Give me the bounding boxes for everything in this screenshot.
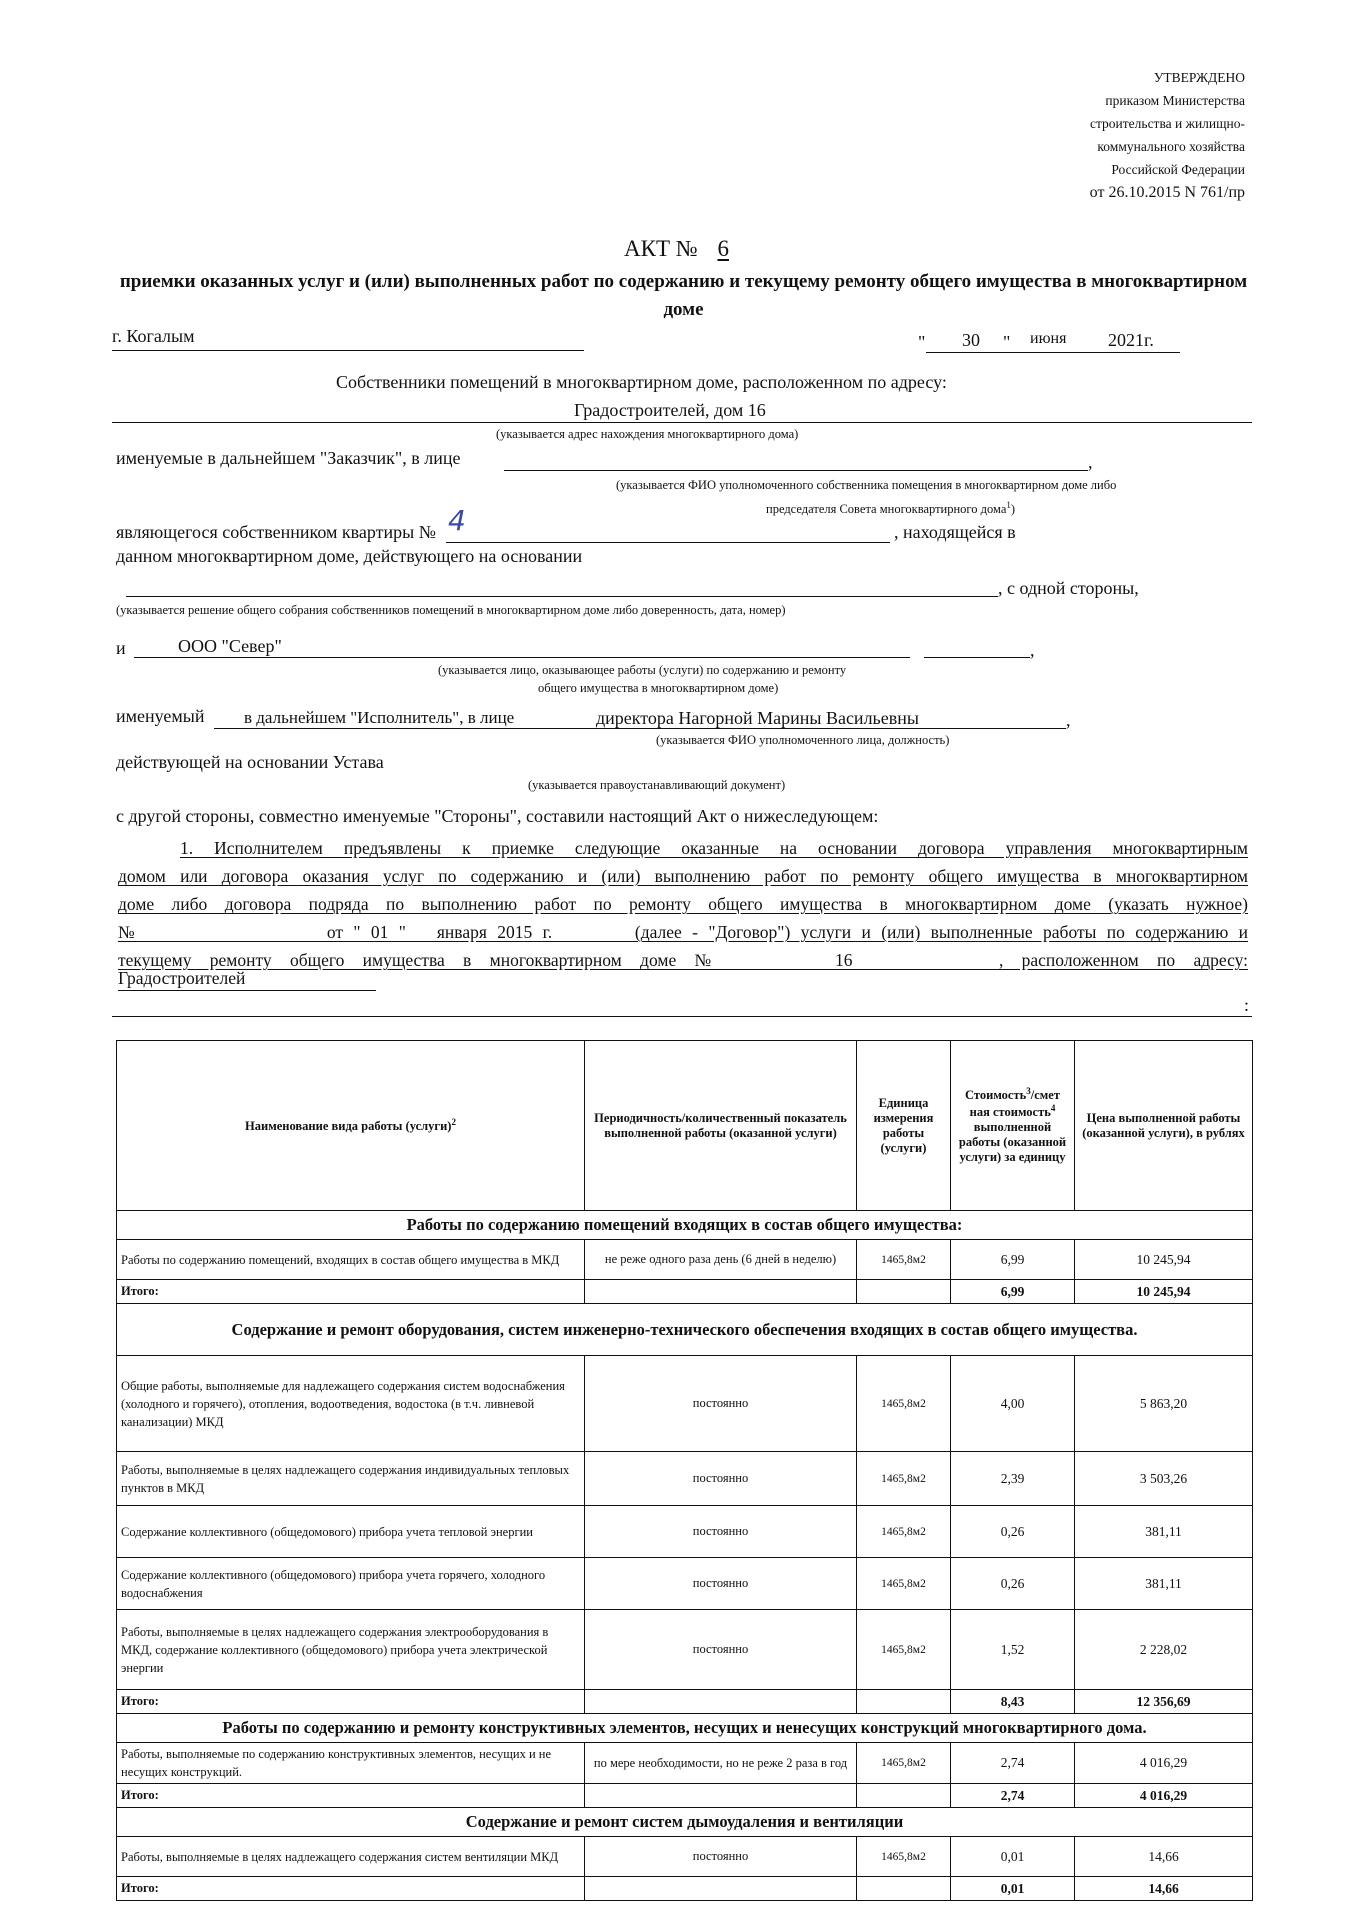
cell-name: Работы, выполняемые в целях надлежащего содержания электрооборудования в МКД, содержание коллективного (общедомового) прибора учета электрической энергии xyxy=(117,1610,585,1690)
cell-unit: 1465,8м2 xyxy=(857,1506,951,1558)
total-cost: 2,74 xyxy=(951,1784,1075,1808)
approval-stamp-block xyxy=(1090,66,1245,204)
total-row xyxy=(117,1784,1253,1808)
basis-hint: (указывается решение общего собрания собственников помещений в многоквартирном доме либо доверенность, дата, номер) xyxy=(116,603,786,617)
city-underline xyxy=(112,350,584,351)
cell-price: 381,11 xyxy=(1075,1506,1253,1558)
date-day: 30 xyxy=(962,330,980,350)
and-text: и xyxy=(116,638,126,658)
total-cost: 6,99 xyxy=(951,1280,1075,1304)
apartment-number-handwritten: 4 xyxy=(448,504,466,537)
total-label: Итого: xyxy=(117,1690,585,1714)
section-row xyxy=(117,1808,1253,1837)
table-body xyxy=(117,1211,1253,1901)
cell-cost: 2,74 xyxy=(951,1743,1075,1784)
cell-period: не реже одного раза день (6 дней в неделю) xyxy=(585,1240,857,1280)
total-row xyxy=(117,1280,1253,1304)
cell-price: 3 503,26 xyxy=(1075,1452,1253,1506)
total-empty xyxy=(585,1877,857,1901)
table-row xyxy=(117,1558,1253,1610)
date-quote-open: " xyxy=(918,332,926,352)
cell-name: Работы по содержанию помещений, входящих в состав общего имущества в МКД xyxy=(117,1240,585,1280)
clause-1-line xyxy=(118,946,1248,974)
fio-hint-end: ) xyxy=(1010,502,1016,517)
act-title: приемки оказанных услуг и (или) выполненных работ по содержанию и текущему ремонту общего имущества в многоквартирном доме xyxy=(119,271,1248,320)
header-cost xyxy=(951,1041,1075,1211)
total-row xyxy=(117,1877,1253,1901)
total-label: Итого: xyxy=(117,1877,585,1901)
basis-text: данном многоквартирном доме, действующего на основании xyxy=(116,546,583,566)
header-cost-text: /смет ная стоимость xyxy=(969,1088,1060,1120)
fio-hint-text: председателя Совета многоквартирного дома xyxy=(766,502,1007,517)
fio-hint-2 xyxy=(766,500,1015,517)
section-title: Работы по содержанию помещений входящих в состав общего имущества: xyxy=(117,1211,1253,1240)
clause-text: доме либо договора подряда по выполнению работ по ремонту общего имущества в многоквартирном доме (указать нужное) xyxy=(118,894,1248,914)
approved-order-date: от 26.10.2015 N 761/пр xyxy=(1089,184,1245,201)
section-title: Содержание и ремонт оборудования, систем инженерно-технического обеспечения входящих в состав общего имущества. xyxy=(117,1304,1253,1356)
cell-price: 5 863,20 xyxy=(1075,1356,1253,1452)
fio-hint: (указывается ФИО уполномоченного собственника помещения в многоквартирном доме либо xyxy=(616,478,1117,492)
header-cost-text: выполненной работы (оказанной услуги) за единицу xyxy=(958,1120,1067,1165)
clause-1-line xyxy=(118,890,1248,918)
director-name: директора Нагорной Марины Васильевны xyxy=(596,708,919,728)
cell-period: постоянно xyxy=(585,1506,857,1558)
owner-text: являющегося собственником квартиры № xyxy=(116,522,436,542)
date-year: 2021г. xyxy=(1108,330,1154,350)
cell-cost: 0,26 xyxy=(951,1506,1075,1558)
cell-cost: 4,00 xyxy=(951,1356,1075,1452)
section-title: Работы по содержанию и ремонту конструктивных элементов, несущих и ненесущих конструкций многоквартирного дома. xyxy=(117,1714,1253,1743)
cell-cost: 1,52 xyxy=(951,1610,1075,1690)
total-label: Итого: xyxy=(117,1280,585,1304)
clause-colon: : xyxy=(1244,995,1250,1015)
cell-period: постоянно xyxy=(585,1610,857,1690)
approved-line: коммунального хозяйства xyxy=(1097,139,1245,154)
cell-cost: 2,39 xyxy=(951,1452,1075,1506)
contractor-name: ООО "Север" xyxy=(178,636,282,656)
clause-1-line xyxy=(118,918,1248,946)
table-row xyxy=(117,1356,1253,1452)
acting-text: действующей на основании Устава xyxy=(116,752,384,772)
total-row xyxy=(117,1690,1253,1714)
other-side-text: с другой стороны, совместно именуемые "Стороны", составили настоящий Акт о нижеследующем: xyxy=(116,806,879,826)
clause-1-line xyxy=(118,862,1248,890)
total-empty xyxy=(585,1690,857,1714)
total-empty xyxy=(585,1280,857,1304)
table-row xyxy=(117,1610,1253,1690)
cell-price: 4 016,29 xyxy=(1075,1743,1253,1784)
approved-line: Российской Федерации xyxy=(1111,162,1245,177)
section-title: Содержание и ремонт систем дымоудаления и вентиляции xyxy=(117,1808,1253,1837)
named-label: именуемый xyxy=(116,706,205,726)
director-comma: , xyxy=(1066,710,1071,730)
footnote-mark: 2 xyxy=(451,1116,456,1127)
house-address: Градостроителей, дом 16 xyxy=(574,400,766,420)
header-cost-text: Стоимость xyxy=(965,1088,1027,1102)
act-prefix: АКТ № xyxy=(624,236,698,261)
contractor-hint: (указывается лицо, оказывающее работы (услуги) по содержанию и ремонту xyxy=(438,663,847,677)
cell-name: Содержание коллективного (общедомового) прибора учета горячего, холодного водоснабжения xyxy=(117,1558,585,1610)
total-empty xyxy=(857,1690,951,1714)
cell-unit: 1465,8м2 xyxy=(857,1743,951,1784)
address-underline xyxy=(112,422,1252,423)
act-number: 6 xyxy=(717,236,729,261)
clause-text: текущему ремонту общего имущества в многоквартирном доме № 16 , расположенном по адресу: xyxy=(118,950,1248,970)
table-row xyxy=(117,1506,1253,1558)
cell-period: по мере необходимости, но не реже 2 раза в год xyxy=(585,1743,857,1784)
cell-unit: 1465,8м2 xyxy=(857,1452,951,1506)
total-cost: 8,43 xyxy=(951,1690,1075,1714)
approved-line: строительства и жилищно- xyxy=(1090,116,1245,131)
date-quote-close: " xyxy=(1003,332,1011,352)
total-price: 12 356,69 xyxy=(1075,1690,1253,1714)
director-hint: (указывается ФИО уполномоченного лица, должность) xyxy=(656,733,950,747)
cell-price: 2 228,02 xyxy=(1075,1610,1253,1690)
header-name xyxy=(117,1041,585,1211)
cell-unit: 1465,8м2 xyxy=(857,1610,951,1690)
cell-price: 10 245,94 xyxy=(1075,1240,1253,1280)
cell-name: Работы, выполняемые в целях надлежащего содержания систем вентиляции МКД xyxy=(117,1837,585,1877)
act-number-heading xyxy=(0,236,1367,262)
date-month: июня xyxy=(1030,330,1067,347)
contractor-underline-2 xyxy=(924,657,1030,658)
cell-unit: 1465,8м2 xyxy=(857,1356,951,1452)
footnote-mark: 4 xyxy=(1050,1103,1056,1113)
table-row xyxy=(117,1452,1253,1506)
named-text: в дальнейшем "Исполнитель", в лице xyxy=(244,708,515,727)
contractor-hint-2: общего имущества в многоквартирном доме) xyxy=(538,681,779,695)
cell-period: постоянно xyxy=(585,1356,857,1452)
cell-price: 381,11 xyxy=(1075,1558,1253,1610)
total-cost: 0,01 xyxy=(951,1877,1075,1901)
cell-price: 14,66 xyxy=(1075,1837,1253,1877)
street-underline xyxy=(118,990,376,991)
cell-period: постоянно xyxy=(585,1558,857,1610)
city: г. Когалым xyxy=(112,326,195,346)
cell-cost: 6,99 xyxy=(951,1240,1075,1280)
apartment-underline xyxy=(446,542,890,543)
footnote-mark: 3 xyxy=(1026,1085,1031,1096)
table-row xyxy=(117,1743,1253,1784)
approved-label: УТВЕРЖДЕНО xyxy=(1153,70,1245,85)
header-price: Цена выполненной работы (оказанной услуги), в рублях xyxy=(1075,1041,1253,1211)
cell-period: постоянно xyxy=(585,1452,857,1506)
contractor-comma: , xyxy=(1030,640,1035,660)
cell-name: Работы, выполняемые по содержанию конструктивных элементов, несущих и не несущих конструкций. xyxy=(117,1743,585,1784)
cell-unit: 1465,8м2 xyxy=(857,1240,951,1280)
total-price: 10 245,94 xyxy=(1075,1280,1253,1304)
total-label: Итого: xyxy=(117,1784,585,1808)
section-row xyxy=(117,1304,1253,1356)
cell-unit: 1465,8м2 xyxy=(857,1558,951,1610)
customer-comma: , xyxy=(1088,452,1093,472)
date-underline xyxy=(926,352,1180,353)
cell-name: Содержание коллективного (общедомового) прибора учета тепловой энергии xyxy=(117,1506,585,1558)
clause-text: домом или договора оказания услуг по содержанию и (или) выполнению работ по ремонту общего имущества в многоквартирном xyxy=(118,866,1248,886)
table-row xyxy=(117,1837,1253,1877)
cell-cost: 0,01 xyxy=(951,1837,1075,1877)
cell-name: Общие работы, выполняемые для надлежащего содержания систем водоснабжения (холодного и горячего), отопления, водоотведения, водостока (в т.ч. ливневой канализации) МКД xyxy=(117,1356,585,1452)
section-row xyxy=(117,1714,1253,1743)
customer-text: именуемые в дальнейшем "Заказчик", в лице xyxy=(116,448,461,468)
services-table xyxy=(116,1040,1253,1901)
table-row xyxy=(117,1240,1253,1280)
one-side-text: , с одной стороны, xyxy=(998,578,1139,598)
approved-line: приказом Министерства xyxy=(1105,93,1245,108)
clause-1-line xyxy=(180,834,1248,862)
footnote-mark: 1 xyxy=(1006,500,1011,510)
cell-cost: 0,26 xyxy=(951,1558,1075,1610)
total-price: 4 016,29 xyxy=(1075,1784,1253,1808)
located-text: , находящейся в xyxy=(894,522,1016,542)
customer-underline xyxy=(504,470,1088,471)
header-period: Периодичность/количественный показатель выполненной работы (оказанной услуги) xyxy=(585,1041,857,1211)
cell-unit: 1465,8м2 xyxy=(857,1837,951,1877)
table-header-row xyxy=(117,1041,1253,1211)
header-name-text: Наименование вида работы (услуги) xyxy=(245,1119,452,1134)
cell-period: постоянно xyxy=(585,1837,857,1877)
address-hint: (указывается адрес нахождения многоквартирного дома) xyxy=(496,427,799,441)
total-empty xyxy=(857,1784,951,1808)
cell-name: Работы, выполняемые в целях надлежащего содержания индивидуальных тепловых пунктов в МКД xyxy=(117,1452,585,1506)
acting-hint: (указывается правоустанавливающий документ) xyxy=(528,778,786,792)
owners-text: Собственники помещений в многоквартирном доме, расположенном по адресу: xyxy=(336,372,947,392)
contractor-underline xyxy=(134,657,910,658)
clause-end-line xyxy=(112,1016,1252,1017)
clause-text: № от " 01 " января 2015 г. (далее - "Договор") услуги и (или) выполненные работы по содержанию и xyxy=(118,922,1248,942)
total-price: 14,66 xyxy=(1075,1877,1253,1901)
clause-street: Градостроителей xyxy=(118,968,246,988)
total-empty xyxy=(857,1280,951,1304)
clause-text: 1. Исполнителем предъявлены к приемке следующие оказанные на основании договора управления многоквартирным xyxy=(180,838,1248,858)
section-row xyxy=(117,1211,1253,1240)
header-unit: Единица измерения работы (услуги) xyxy=(857,1041,951,1211)
director-underline xyxy=(214,728,1066,729)
basis-underline xyxy=(126,596,998,597)
total-empty xyxy=(585,1784,857,1808)
total-empty xyxy=(857,1877,951,1901)
